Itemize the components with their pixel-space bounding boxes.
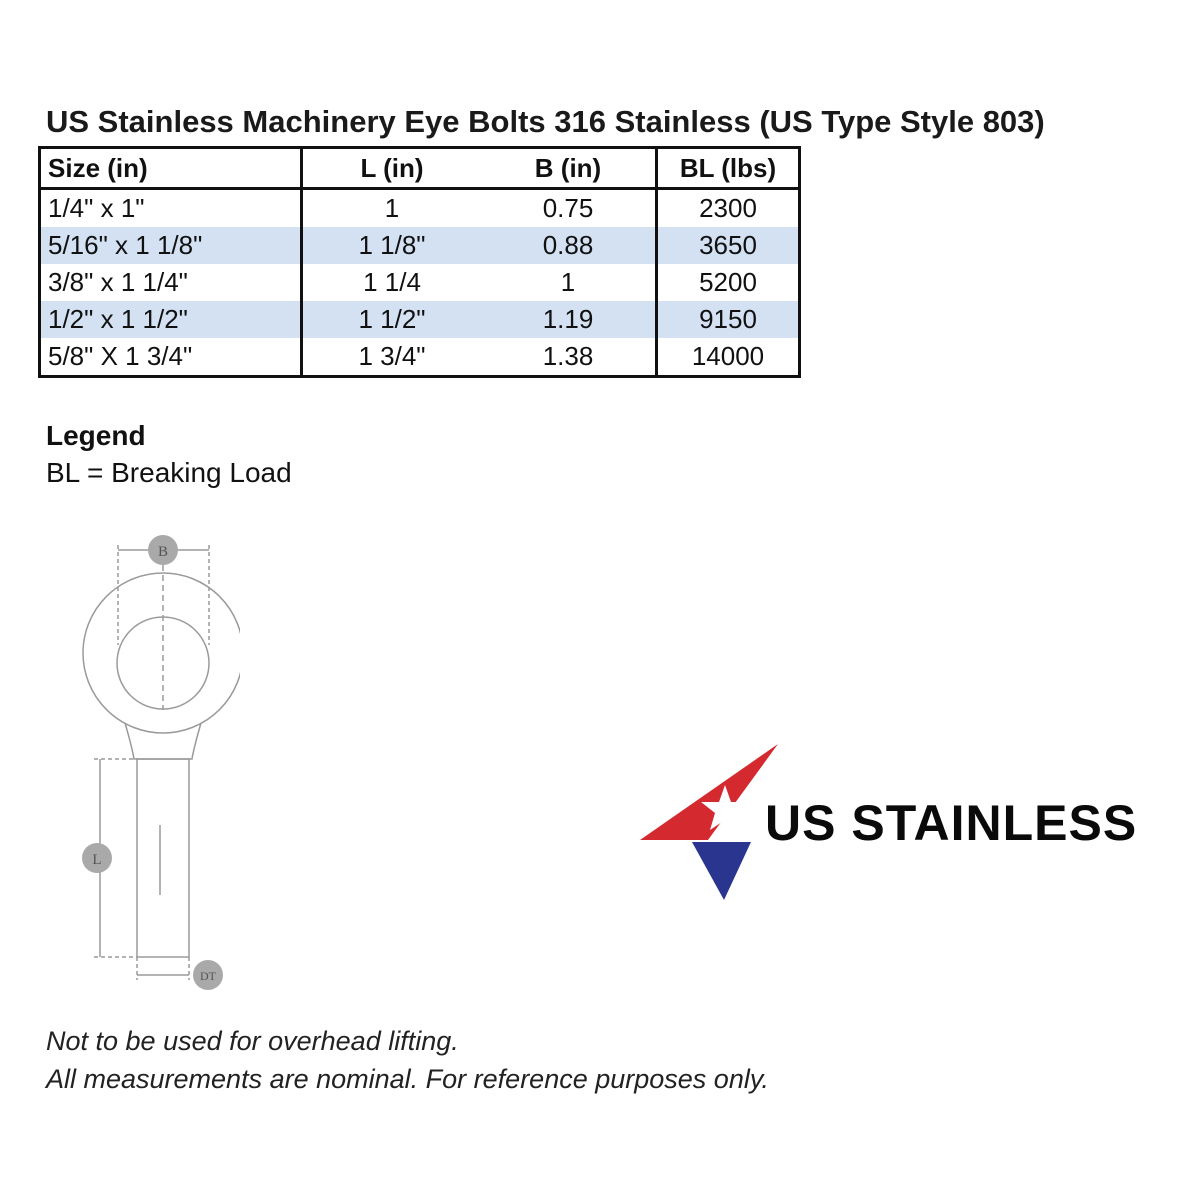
table-row bbox=[40, 189, 800, 228]
cell-size: 1/2" x 1 1/2" bbox=[40, 301, 302, 338]
dt-label: DT bbox=[200, 969, 216, 983]
cell-bl: 2300 bbox=[657, 189, 800, 228]
cell-bl: 14000 bbox=[657, 338, 800, 377]
cell-size: 3/8" x 1 1/4" bbox=[40, 264, 302, 301]
note-overhead: Not to be used for overhead lifting. bbox=[46, 1026, 459, 1056]
cell-size: 5/16" x 1 1/8" bbox=[40, 227, 302, 264]
header-b: B (in) bbox=[481, 148, 657, 189]
legend-text: BL = Breaking Load bbox=[46, 457, 292, 488]
cell-b: 0.75 bbox=[542, 193, 594, 223]
logo-wordmark: US STAINLESS bbox=[765, 795, 1138, 851]
cell-bl: 9150 bbox=[657, 301, 800, 338]
header-bl: BL (lbs) bbox=[657, 148, 800, 189]
cell-bl: 3650 bbox=[657, 227, 800, 264]
table-row bbox=[40, 264, 800, 301]
b-label-badge bbox=[148, 535, 178, 565]
l-label-badge bbox=[82, 843, 112, 873]
table-row bbox=[40, 227, 800, 264]
cell-b: 1.19 bbox=[481, 301, 657, 338]
logo-blue-wing bbox=[692, 842, 751, 900]
note-nominal: All measurements are nominal. For reference purposes only. bbox=[46, 1064, 769, 1094]
header-l: L (in) bbox=[302, 148, 482, 189]
cell-b: 0.88 bbox=[481, 227, 657, 264]
us-stainless-logo-icon bbox=[638, 740, 783, 905]
legend-heading: Legend bbox=[46, 420, 146, 451]
logo-red-wing bbox=[640, 744, 778, 840]
table-row bbox=[40, 301, 800, 338]
cell-b: 1 bbox=[560, 267, 576, 297]
cell-bl: 5200 bbox=[657, 264, 800, 301]
eye-bolt-diagram bbox=[70, 525, 240, 995]
cell-l: 1 3/4" bbox=[358, 341, 426, 371]
cell-l: 1 1/8" bbox=[302, 227, 482, 264]
b-label: B bbox=[157, 544, 169, 560]
l-label: L bbox=[92, 852, 102, 868]
bolt-shank bbox=[137, 759, 189, 957]
spec-table bbox=[38, 146, 801, 378]
cell-size: 1/4" x 1" bbox=[40, 189, 302, 228]
page-title: US Stainless Machinery Eye Bolts 316 Stainless (US Type Style 803) bbox=[46, 104, 1045, 139]
header-size: Size (in) bbox=[40, 148, 302, 189]
cell-b: 1.38 bbox=[542, 341, 594, 371]
table-row bbox=[40, 338, 800, 377]
table-header-row bbox=[40, 148, 800, 189]
cell-l: 1 1/2" bbox=[302, 301, 482, 338]
cell-l: 1 bbox=[384, 193, 400, 223]
cell-l: 1 1/4 bbox=[363, 267, 421, 297]
cell-size: 5/8" X 1 3/4" bbox=[40, 338, 302, 377]
dt-label-badge bbox=[193, 960, 223, 990]
